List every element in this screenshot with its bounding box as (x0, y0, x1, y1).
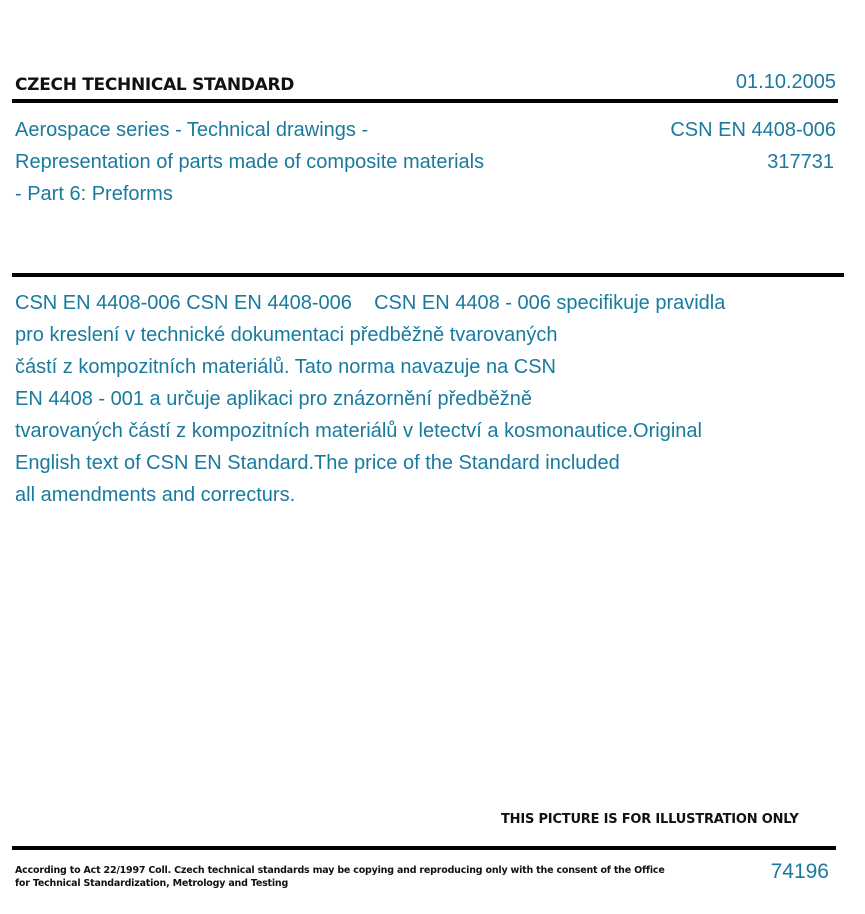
header-label: CZECH TECHNICAL STANDARD (15, 75, 295, 95)
description-line: EN 4408 - 001 a určuje aplikaci pro znázornění předběžně (15, 388, 532, 410)
standard-description (15, 287, 815, 511)
description-line: CSN EN 4408-006 CSN EN 4408-006 CSN EN 4408 - 006 specifikuje pravidla (15, 292, 726, 314)
description-line: částí z kompozitních materiálů. Tato norma navazuje na CSN (15, 356, 556, 378)
standard-title: Aerospace series - Technical drawings - Representation of parts made of composite materials - Part 6: Preforms (15, 119, 485, 205)
publication-date: 01.10.2005 (735, 71, 836, 93)
description-line: all amendments and correcturs. (15, 484, 296, 506)
legal-note (15, 864, 665, 890)
legal-note-line: for Technical Standardization, Metrology and Testing (15, 878, 289, 889)
description-line: pro kreslení v technické dokumentaci předběžně tvarovaných (15, 324, 558, 346)
catalog-number: 317731 (767, 151, 834, 173)
description-line: tvarovaných částí z kompozitních materiálů v letectví a kosmonautice.Original (15, 420, 702, 442)
legal-note-line: According to Act 22/1997 Coll. Czech technical standards may be copying and reproducing only with the consent of the Office (15, 865, 665, 876)
description-line: English text of CSN EN Standard.The price of the Standard included (15, 452, 620, 474)
footer-id: 74196 (770, 860, 829, 883)
header-divider (12, 99, 838, 103)
section-divider (12, 273, 844, 277)
illustration-disclaimer: THIS PICTURE IS FOR ILLUSTRATION ONLY (501, 812, 799, 827)
standard-code: CSN EN 4408-006 (670, 119, 836, 141)
footer-divider (12, 846, 836, 850)
